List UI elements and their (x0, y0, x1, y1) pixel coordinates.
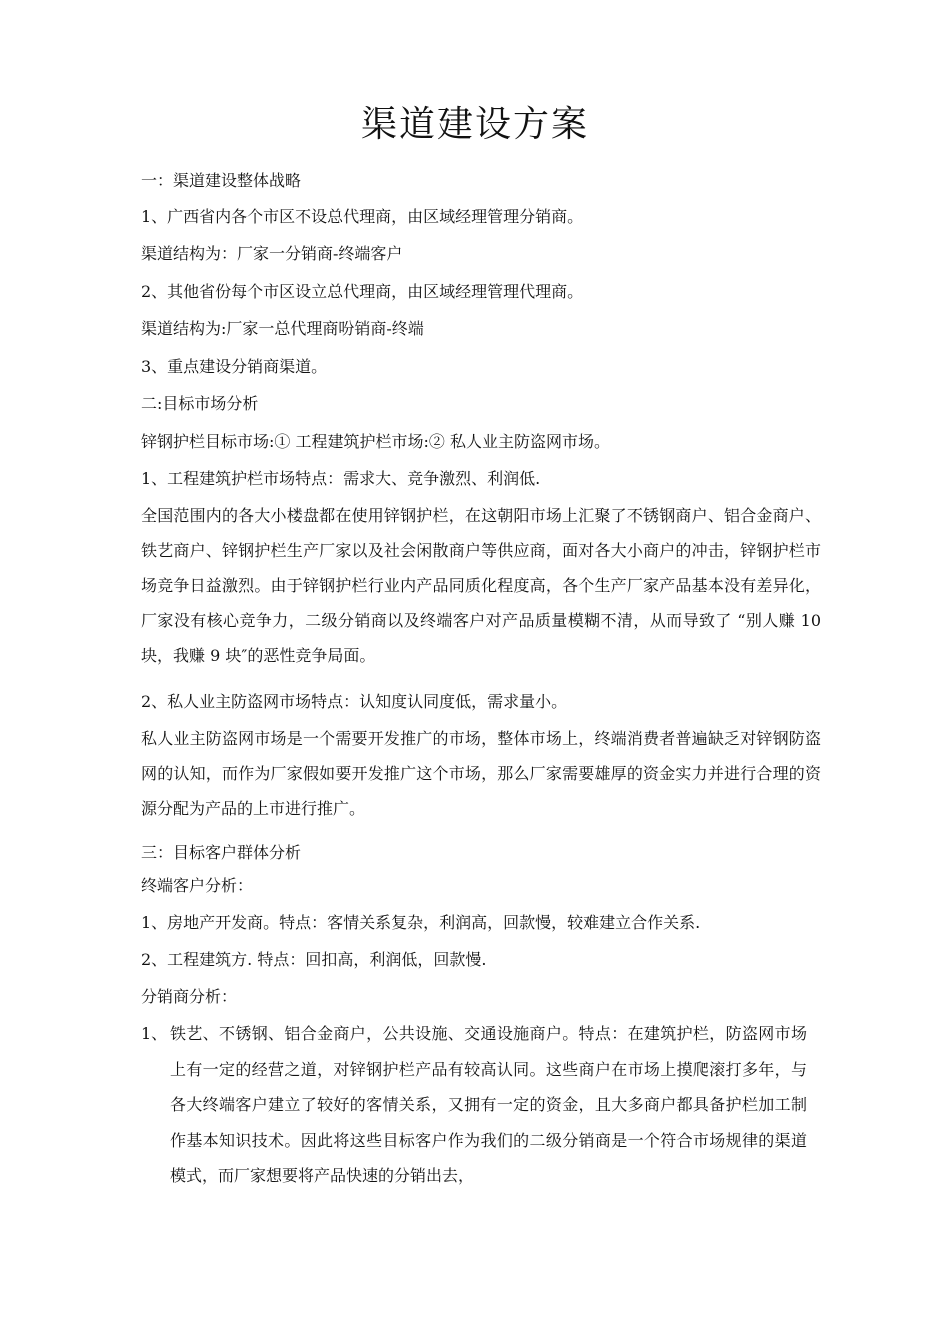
market-item-2: 2、私人业主防盗网市场特点：认知度认同度低，需求量小。 (141, 692, 568, 711)
section-heading-strategy: 一：渠道建设整体战略 (141, 171, 302, 190)
strategy-item-1: 1、广西省内各个市区不设总代理商，由区域经理管理分销商。 (141, 207, 584, 226)
market-paragraph-2: 私人业主防盗网市场是一个需要开发推广的市场，整体市场上，终端消费者普遍缺乏对锌钢防盗网的认知，而作为厂家假如要开发推广这个市场，那么厂家需要雄厚的资金实力并进行合理的资源分配为产品的上市进行推广。 (141, 729, 821, 818)
document-title: 渠道建设方案 (360, 104, 589, 145)
end-customer-item-2: 2、工程建筑方. 特点：回扣高，利润低，回款慢. (141, 950, 487, 969)
end-customer-item-1: 1、房地产开发商。特点：客情关系复杂，利润高，回款慢，较难建立合作关系. (141, 913, 701, 932)
target-market-line: 锌钢护栏目标市场:① 工程建筑护栏市场:② 私人业主防盗网市场。 (141, 432, 610, 451)
distributor-item-number: 1、 (141, 1024, 168, 1043)
strategy-item-2: 2、其他省份每个市区设立总代理商，由区域经理管理代理商。 (141, 282, 584, 301)
channel-structure-2: 渠道结构为:厂家一总代理商吩销商-终端 (141, 319, 424, 338)
end-customer-heading: 终端客户分析： (141, 876, 254, 895)
strategy-item-3: 3、重点建设分销商渠道。 (141, 357, 328, 376)
distributor-item-text: 铁艺、不锈钢、铝合金商户，公共设施、交通设施商户。特点：在建筑护栏，防盗网市场上有一定的经营之道，对锌钢护栏产品有较高认同。这些商户在市场上摸爬滚打多年，与各大终端客户建立了较好的客情关系，又拥有一定的资金，且大多商户都具备护栏加工制作基本知识技术。因此将这些目标客户作为我们的二级分销商是一个符合市场规律的渠道模式，而厂家想要将产品快速的分销出去， (170, 1024, 807, 1185)
market-paragraph-1: 全国范围内的各大小楼盘都在使用锌钢护栏，在这朝阳市场上汇聚了不锈钢商户、铝合金商户、铁艺商户、锌钢护栏生产厂家以及社会闲散商户等供应商，面对各大小商户的冲击，锌钢护栏市场竞争日益激烈。由于锌钢护栏行业内产品同质化程度高，各个生产厂家产品基本没有差异化，厂家没有核心竞争力，二级分销商以及终端客户对产品质量模糊不清，从而导致了 “别人赚 10 块，我赚 9 块″的恶性竞争局面。 (141, 506, 821, 665)
section-heading-customers: 三：目标客户群体分析 (141, 843, 302, 862)
distributor-item-1 (141, 1016, 807, 1200)
distributor-heading: 分销商分析： (141, 987, 238, 1006)
channel-structure-1: 渠道结构为：厂家一分销商-终端客户 (141, 244, 403, 263)
market-item-1: 1、工程建筑护栏市场特点：需求大、竞争激烈、利润低. (141, 469, 541, 488)
section-heading-market: 二:目标市场分析 (141, 394, 259, 413)
